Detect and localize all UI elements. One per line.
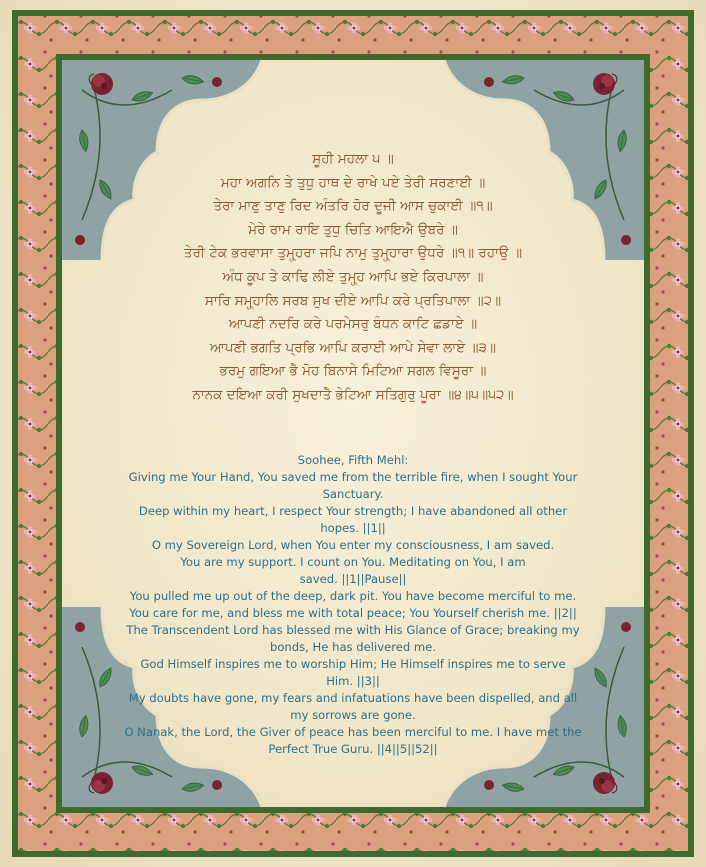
gurmukhi-line: ਤੇਰਾ ਮਾਣੁ ਤਾਣੁ ਰਿਦ ਅੰਤਰਿ ਹੋਰ ਦੂਜੀ ਆਸ ਚੁਕਾਈ ॥੧॥ [213, 198, 493, 215]
gurmukhi-line: ਆਪਣੀ ਨਦਰਿ ਕਰੇ ਪਰਮੇਸਰੁ ਬੰਧਨ ਕਾਟਿ ਛਡਾਏ ॥ [228, 316, 478, 333]
gurmukhi-text-block [90, 148, 616, 408]
english-line: Giving me Your Hand, You saved me from the terrible fire, when I sought Your [128, 470, 578, 484]
english-line: Sanctuary. [322, 487, 384, 501]
gurmukhi-line: ਸਾਰਿ ਸਮ੍ਹ੍ਹਾਲਿ ਸਰਬ ਸੁਖ ਦੀਏ ਆਪਿ ਕਰੇ ਪ੍ਰਤਿਪਾਲਾ ॥੨॥ [204, 292, 502, 309]
english-line: You are my support. I count on You. Meditating on You, I am [180, 555, 526, 569]
gurmukhi-heading: ਸੂਹੀ ਮਹਲਾ ੫ ॥ [312, 151, 394, 167]
english-heading: Soohee, Fifth Mehl: [297, 453, 409, 467]
english-line: Perfect True Guru. ||4||5||52|| [268, 742, 438, 756]
gurmukhi-line: ਅੰਧ ਕੂਪ ਤੇ ਕਾਢਿ ਲੀਏ ਤੁਮ੍ਹ੍ਹ ਆਪਿ ਭਏ ਕਿਰਪਾਲਾ ॥ [222, 268, 484, 285]
english-line: You care for me, and bless me with total peace; You Yourself cherish me. ||2|| [129, 606, 577, 620]
english-line: O Nanak, the Lord, the Giver of peace has been merciful to me. I have met the [124, 725, 582, 739]
gurmukhi-line: ਮਹਾ ਅਗਨਿ ਤੇ ਤੁਧੁ ਹਾਥ ਦੇ ਰਾਖੇ ਪਏ ਤੇਰੀ ਸਰਣਾਈ ॥ [220, 174, 486, 191]
english-translation-block [110, 452, 596, 758]
english-line: Him. ||3|| [326, 674, 380, 688]
content-panel [90, 140, 616, 780]
english-line: saved. ||1||Pause|| [299, 572, 407, 586]
english-line: hopes. ||1|| [320, 521, 386, 535]
english-line: God Himself inspires me to worship Him; He Himself inspires me to serve [140, 657, 566, 671]
english-line: You pulled me up out of the deep, dark pit. You have become merciful to me. [129, 589, 577, 603]
english-line: my sorrows are gone. [290, 708, 416, 722]
gurmukhi-line: ਮੇਰੇ ਰਾਮ ਰਾਇ ਤੁਧੁ ਚਿਤਿ ਆਇਐ ਉਬਰੇ ॥ [248, 221, 458, 238]
gurmukhi-line: ਨਾਨਕ ਦਇਆ ਕਰੀ ਸੁਖਦਾਤੈ ਭੇਟਿਆ ਸਤਿਗੁਰੁ ਪੂਰਾ ॥੪॥੫॥੫੨॥ [192, 386, 514, 403]
english-line: My doubts have gone, my fears and infatuations have been dispelled, and all [128, 691, 578, 705]
english-line: O my Sovereign Lord, when You enter my consciousness, I am saved. [151, 538, 555, 552]
gurmukhi-line: ਆਪਣੀ ਭਗਤਿ ਪ੍ਰਭਿ ਆਪਿ ਕਰਾਈ ਆਪੇ ਸੇਵਾ ਲਾਏ ॥੩॥ [210, 339, 496, 356]
english-line: bonds, He has delivered me. [269, 640, 436, 654]
english-line: The Transcendent Lord has blessed me with His Glance of Grace; breaking my [126, 623, 580, 637]
gurmukhi-line: ਤੇਰੀ ਟੇਕ ਭਰਵਾਸਾ ਤੁਮ੍ਹ੍ਹਰਾ ਜਪਿ ਨਾਮੁ ਤੁਮ੍ਹ੍ਹਾਰਾ ਉਧਰੇ ॥੧॥ ਰਹਾਉ ॥ [183, 245, 523, 262]
gurmukhi-line: ਭਰਮੁ ਗਇਆ ਭੈ ਮੋਹ ਬਿਨਾਸੇ ਮਿਟਿਆ ਸਗਲ ਵਿਸੂਰਾ ॥ [219, 363, 487, 380]
english-line: Deep within my heart, I respect Your strength; I have abandoned all other [138, 504, 568, 518]
